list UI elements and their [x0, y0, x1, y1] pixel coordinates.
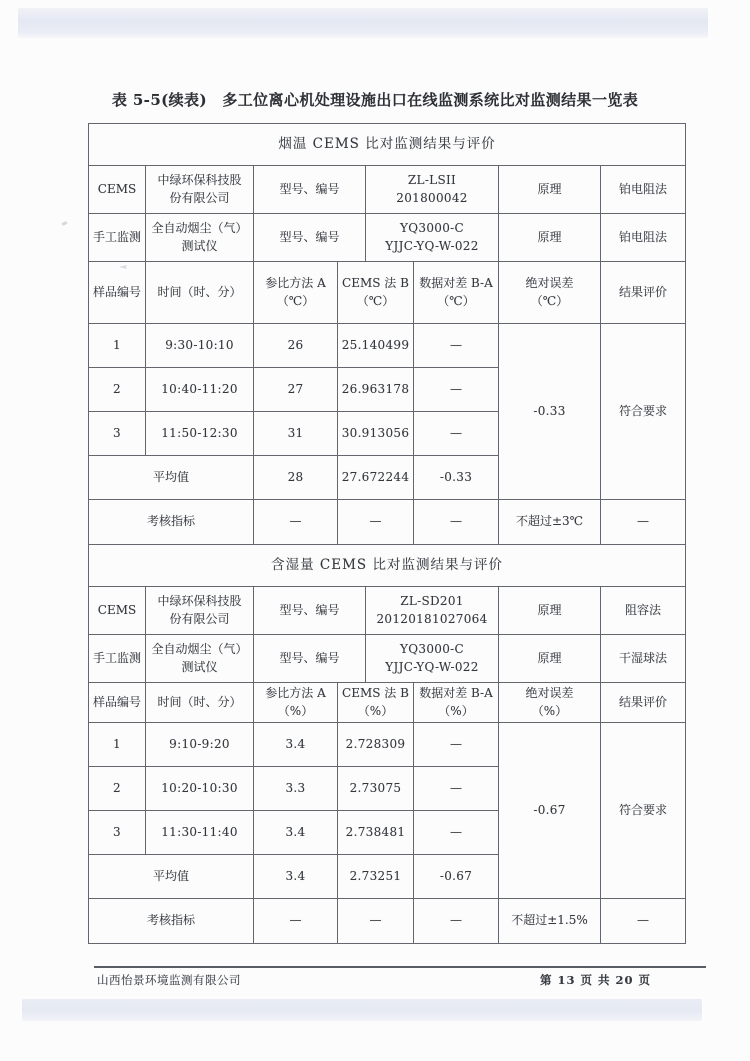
table-header-row [89, 683, 686, 723]
assessment-limit-cell: 不超过±3℃ [499, 500, 601, 545]
ref-value-cell: 3.4 [254, 811, 338, 855]
vendor-line1: 中绿环保科技股 [157, 173, 242, 188]
scan-edge-shadow-bottom [22, 999, 702, 1021]
time-cell: 11:50-12:30 [146, 412, 254, 456]
model-label-cell: 型号、编号 [254, 635, 366, 683]
col-header-cems-method: CEMS 法 B （%） [338, 683, 414, 723]
model-line2: YJJC-YQ-W-022 [385, 238, 479, 253]
vendor-line2: 份有限公司 [169, 611, 230, 626]
average-ref-cell: 28 [254, 456, 338, 500]
model-line2: YJJC-YQ-W-022 [385, 659, 479, 674]
principle-value-cell: 铂电阻法 [601, 214, 686, 262]
vendor-line1: 中绿环保科技股 [157, 594, 242, 609]
table-row [89, 635, 686, 683]
ref-value-cell: 26 [254, 324, 338, 368]
cems-value-cell: 2.728309 [338, 723, 414, 767]
table-row [89, 124, 686, 166]
time-cell: 10:40-11:20 [146, 368, 254, 412]
assessment-dash-cell: — [338, 500, 414, 545]
diff-value-cell: — [414, 324, 499, 368]
model-line1: ZL-LSII [407, 173, 457, 188]
col-header-abs-error: 绝对误差 （%） [499, 683, 601, 723]
col-header-result: 结果评价 [601, 262, 686, 324]
table-row [89, 324, 686, 368]
time-cell: 9:10-9:20 [146, 723, 254, 767]
assessment-row [89, 899, 686, 944]
principle-label-cell: 原理 [499, 587, 601, 635]
sample-no-cell: 1 [89, 723, 146, 767]
diff-value-cell: — [414, 767, 499, 811]
sample-no-cell: 2 [89, 368, 146, 412]
col-header-sample-no: 样品编号 [89, 683, 146, 723]
col-header-sample-no: 样品编号 [89, 262, 146, 324]
cems-value-cell: 2.738481 [338, 811, 414, 855]
table-row [89, 166, 686, 214]
footer-rule [94, 966, 706, 968]
table-row [89, 587, 686, 635]
page-title: 表 5-5(续表) 多工位离心机处理设施出口在线监测系统比对监测结果一览表 [111, 91, 639, 109]
vendor-cell [146, 587, 254, 635]
footer-company: 山西怡景环境监测有限公司 [97, 973, 241, 987]
vendor-cell [146, 214, 254, 262]
footer-page-number: 第 13 页 共 20 页 [540, 973, 652, 987]
cems-value-cell: 25.140499 [338, 324, 414, 368]
role-cell: CEMS [89, 166, 146, 214]
principle-label-cell: 原理 [499, 635, 601, 683]
model-value-cell [366, 587, 499, 635]
diff-value-cell: — [414, 723, 499, 767]
col-header-abs-error: 绝对误差 （℃） [499, 262, 601, 324]
scan-edge-shadow-top [18, 8, 708, 38]
model-value-cell [366, 214, 499, 262]
assessment-row [89, 500, 686, 545]
time-cell: 9:30-10:10 [146, 324, 254, 368]
vendor-line2: 测试仪 [181, 238, 218, 253]
assessment-label-cell: 考核指标 [89, 500, 254, 545]
role-cell: 手工监测 [89, 635, 146, 683]
diff-value-cell: — [414, 811, 499, 855]
evaluation-merged-cell: 符合要求 [601, 324, 686, 500]
ref-value-cell: 27 [254, 368, 338, 412]
assessment-label-cell: 考核指标 [89, 899, 254, 944]
sample-no-cell: 3 [89, 412, 146, 456]
col-header-cems-method: CEMS 法 B （℃） [338, 262, 414, 324]
model-label-cell: 型号、编号 [254, 214, 366, 262]
average-cems-cell: 2.73251 [338, 855, 414, 899]
col-header-ref-method: 参比方法 A （%） [254, 683, 338, 723]
comparison-results-table [88, 123, 686, 944]
sample-no-cell: 2 [89, 767, 146, 811]
table-row [89, 545, 686, 587]
vendor-line1: 全自动烟尘（气） [151, 642, 248, 657]
average-diff-cell: -0.67 [414, 855, 499, 899]
section-title-moisture: 含湿量 CEMS 比对监测结果与评价 [89, 545, 686, 587]
principle-value-cell: 铂电阻法 [601, 166, 686, 214]
average-ref-cell: 3.4 [254, 855, 338, 899]
role-cell: CEMS [89, 587, 146, 635]
vendor-line2: 份有限公司 [169, 190, 230, 205]
model-line2: 20120181027064 [376, 611, 488, 626]
principle-value-cell: 干湿球法 [601, 635, 686, 683]
col-header-data-diff: 数据对差 B-A （%） [414, 683, 499, 723]
vendor-line1: 全自动烟尘（气） [151, 221, 248, 236]
col-header-result: 结果评价 [601, 683, 686, 723]
model-line1: YQ3000-C [400, 642, 464, 657]
scan-artifact [62, 221, 68, 226]
model-line2: 201800042 [396, 190, 468, 205]
diff-value-cell: — [414, 412, 499, 456]
sample-no-cell: 3 [89, 811, 146, 855]
assessment-dash-cell: — [254, 500, 338, 545]
average-label-cell: 平均值 [89, 456, 254, 500]
principle-label-cell: 原理 [499, 166, 601, 214]
assessment-dash-cell: — [414, 899, 499, 944]
ref-value-cell: 3.3 [254, 767, 338, 811]
time-cell: 11:30-11:40 [146, 811, 254, 855]
principle-value-cell: 阻容法 [601, 587, 686, 635]
table-header-row [89, 262, 686, 324]
average-label-cell: 平均值 [89, 855, 254, 899]
cems-value-cell: 26.963178 [338, 368, 414, 412]
vendor-line2: 测试仪 [181, 659, 218, 674]
assessment-dash-cell: — [601, 500, 686, 545]
diff-value-cell: — [414, 368, 499, 412]
model-value-cell [366, 635, 499, 683]
model-label-cell: 型号、编号 [254, 166, 366, 214]
model-line1: ZL-SD201 [400, 594, 464, 609]
assessment-dash-cell: — [254, 899, 338, 944]
cems-value-cell: 30.913056 [338, 412, 414, 456]
assessment-dash-cell: — [338, 899, 414, 944]
section-title-flue-temp: 烟温 CEMS 比对监测结果与评价 [89, 124, 686, 166]
model-value-cell [366, 166, 499, 214]
ref-value-cell: 3.4 [254, 723, 338, 767]
cems-value-cell: 2.73075 [338, 767, 414, 811]
model-line1: YQ3000-C [400, 221, 464, 236]
col-header-time: 时间（时、分） [146, 262, 254, 324]
principle-label-cell: 原理 [499, 214, 601, 262]
vendor-cell [146, 166, 254, 214]
assessment-limit-cell: 不超过±1.5% [499, 899, 601, 944]
vendor-cell [146, 635, 254, 683]
col-header-data-diff: 数据对差 B-A （℃） [414, 262, 499, 324]
sample-no-cell: 1 [89, 324, 146, 368]
col-header-time: 时间（时、分） [146, 683, 254, 723]
assessment-dash-cell: — [601, 899, 686, 944]
ref-value-cell: 31 [254, 412, 338, 456]
average-cems-cell: 27.672244 [338, 456, 414, 500]
time-cell: 10:20-10:30 [146, 767, 254, 811]
table-row [89, 214, 686, 262]
model-label-cell: 型号、编号 [254, 587, 366, 635]
abs-error-merged-cell: -0.67 [499, 723, 601, 899]
table-row [89, 723, 686, 767]
average-diff-cell: -0.33 [414, 456, 499, 500]
evaluation-merged-cell: 符合要求 [601, 723, 686, 899]
abs-error-merged-cell: -0.33 [499, 324, 601, 500]
role-cell: 手工监测 [89, 214, 146, 262]
col-header-ref-method: 参比方法 A （℃） [254, 262, 338, 324]
assessment-dash-cell: — [414, 500, 499, 545]
